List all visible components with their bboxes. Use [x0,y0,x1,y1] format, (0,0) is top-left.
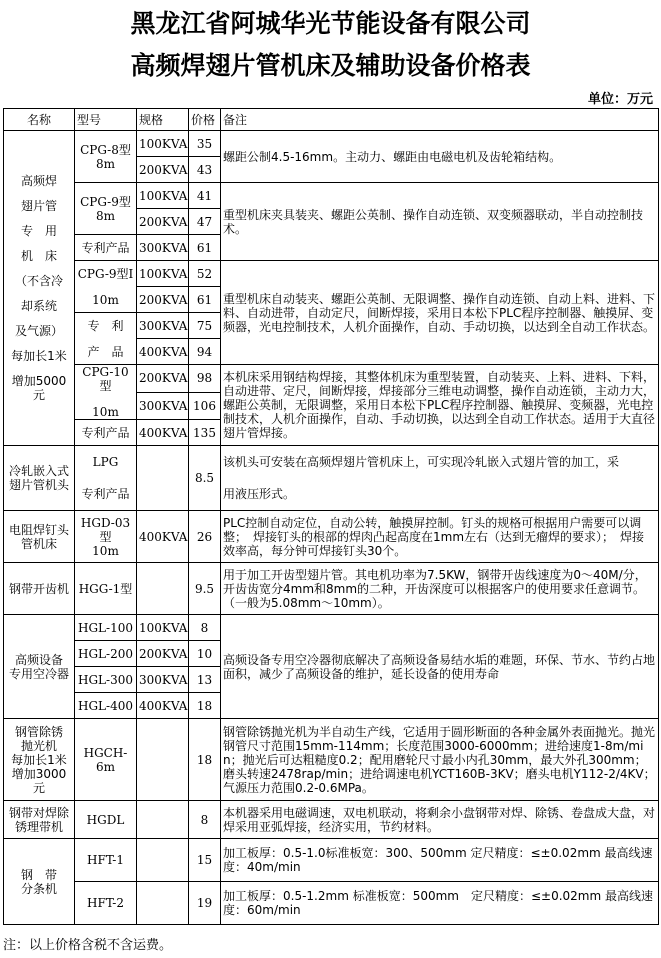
spec-cell [137,801,189,839]
header-price: 价格 [189,109,221,131]
model-cell: HGG-1型 [75,563,137,615]
spec-cell: 400KVA [137,339,189,365]
price-cell: 26 [189,511,221,563]
table-row [4,511,659,563]
product-name-strip-slitter: 钢 带 分条机 [4,839,75,925]
product-name-pipe-polisher: 钢管除锈 抛光机 每加长1米 增加3000元 [4,719,75,801]
table-row [4,719,659,801]
price-cell: 98 [189,365,221,393]
model-cell: HGCH-6m [75,719,137,801]
table-row [4,882,659,925]
note-cell: 螺距公制4.5-16mm。主动力、螺距由电磁电机及齿轮箱结构。 [221,131,659,183]
product-name-air-cooler: 高频设备 专用空冷器 [4,615,75,719]
note-cell: 本机器采用电磁调速，双电机联动，将剩余小盘钢带对焊、除锈、卷盘成大盘，对焊采用亚弧焊接，经济实用，节约材料。 [221,801,659,839]
price-cell: 106 [189,392,221,420]
spec-cell: 200KVA [137,287,189,313]
spec-cell: 100KVA [137,131,189,157]
table-row [4,183,659,209]
footnote: 注：以上价格含税不含运费。 [3,938,173,953]
price-cell: 9.5 [189,563,221,615]
model-cell: 专 利 产 品 [75,313,137,365]
price-cell: 18 [189,719,221,801]
model-cell: CPG-10型 10m [75,365,137,420]
price-cell: 43 [189,157,221,183]
price-cell: 35 [189,131,221,157]
price-cell: 10 [189,641,221,667]
note-cell: 用于加工开齿型翅片管。其电机功率为7.5KW，钢带开齿线速度为0～40M/分，开齿齿宽分4mm和8mm的二种，开齿深度可以根据客户的使用要求任意调节。（一般为5.08mm～10mm）。 [221,563,659,615]
model-cell: HFT-2 [75,882,137,925]
price-cell: 8.5 [189,446,221,511]
unit-label: 单位：万元 [587,92,653,107]
price-cell: 13 [189,667,221,693]
table-row [4,839,659,882]
spec-cell: 200KVA [137,209,189,235]
table-row [4,615,659,641]
model-cell: HFT-1 [75,839,137,882]
spec-cell [137,882,189,925]
price-cell: 8 [189,801,221,839]
model-cell: LPG 专利产品 [75,446,137,511]
spec-cell: 300KVA [137,313,189,339]
note-cell: 高频设备专用空冷器彻底解决了高频设备易结水垢的难题，环保、节水、节约占地面积，减少了高频设备的维护，延长设备的使用寿命 [221,615,659,719]
spec-cell: 100KVA [137,183,189,209]
product-name-strip-slotting: 钢带开齿机 [4,563,75,615]
note-cell: PLC控制自动定位，自动公转，触摸屏控制。钉头的规格可根据用户需要可以调整； 焊接钉头的根部的焊肉凸起高度在1mm左右（达到无瘤焊的要求）； 焊接效率高，每分钟可焊接钉头30个。 [221,511,659,563]
spec-cell: 400KVA [137,693,189,719]
product-name-stud-welding: 电阻焊钉头 管机床 [4,511,75,563]
model-cell: CPG-9型Ⅰ 10m [75,261,137,313]
model-cell: HGD-03型 10m [75,511,137,563]
spec-cell [137,719,189,801]
model-cell: HGL-200 [75,641,137,667]
price-cell: 47 [189,209,221,235]
table-row [4,563,659,615]
price-cell: 19 [189,882,221,925]
price-cell: 61 [189,287,221,313]
product-name-cold-roll-head: 冷轧嵌入式 翅片管机头 [4,446,75,511]
spec-cell: 300KVA [137,235,189,261]
model-cell: HGL-400 [75,693,137,719]
spec-cell: 300KVA [137,392,189,420]
product-name-highfreq-fin-tube: 高频焊 翅片管 专 用 机 床 （不含冷 却系统 及气源） 每加长1米 增加5000元 [4,131,75,446]
note-cell: 重型机床夹具装夹、螺距公英制、操作自动连锁、双变频器联动，半自动控制技术。 [221,183,659,261]
spec-cell: 200KVA [137,365,189,393]
price-table [3,108,659,925]
note-cell: 重型机床自动装夹、螺距公英制、无限调整、操作自动连锁、自动上料、进料、下料、自动进带，自动定尺，间断焊接，采用日本松下PLC程序控制器、触摸屏、变频器，光电控制技术，人机介面操作，自动、手动切换，以达到全自动工作状态。 [221,261,659,365]
spec-cell [137,446,189,511]
header-note: 备注 [221,109,659,131]
price-cell: 15 [189,839,221,882]
spec-cell: 300KVA [137,667,189,693]
note-cell: 本机床采用钢结构焊接，其整体机床为重型装置，自动装夹、上料、进料、下料，自动进带、定尺，间断焊接，焊接部分三维电动调整，操作自动连锁，主动力大，螺距公英制，无限调整，采用日本松下PLC程序控制器、触摸屏、变频器，光电控制技术，人机介面操作，自动、手动切换，以达到全自动工作状态。适用于大直径翅片管焊接。 [221,365,659,446]
note-cell: 加工板厚：0.5-1.2mm 标准板宽：500mm 定尺精度：≤±0.02mm 最高线速度：60m/min [221,882,659,925]
model-cell: HGL-300 [75,667,137,693]
product-name-strip-butt-welder: 钢带对焊除 锈理带机 [4,801,75,839]
header-name: 名称 [4,109,75,131]
spec-cell: 200KVA [137,157,189,183]
model-cell: 专利产品 [75,420,137,446]
price-cell: 52 [189,261,221,287]
price-cell: 8 [189,615,221,641]
table-row [4,261,659,287]
model-cell: CPG-9型 8m [75,183,137,235]
table-row [4,801,659,839]
model-cell: HGL-100 [75,615,137,641]
header-model: 型号 [75,109,137,131]
company-title: 黑龙江省阿城华光节能设备有限公司 [130,9,531,38]
spec-cell [137,563,189,615]
price-cell: 75 [189,313,221,339]
model-cell: HGDL [75,801,137,839]
header-spec: 规格 [137,109,189,131]
price-cell: 41 [189,183,221,209]
table-header-row [4,109,659,131]
price-cell: 18 [189,693,221,719]
spec-cell [137,839,189,882]
table-row [4,131,659,157]
price-cell: 135 [189,420,221,446]
table-row [4,446,659,511]
note-cell: 该机头可安装在高频焊翅片管机床上，可实现冷轧嵌入式翅片管的加工，采 用液压形式。 [221,446,659,511]
spec-cell: 100KVA [137,261,189,287]
price-cell: 94 [189,339,221,365]
price-cell: 61 [189,235,221,261]
spec-cell: 400KVA [137,420,189,446]
model-cell: 专利产品 [75,235,137,261]
model-cell: CPG-8型 8m [75,131,137,183]
document-title: 高频焊翅片管机床及辅助设备价格表 [130,51,531,80]
table-row [4,365,659,393]
note-cell: 钢管除锈抛光机为半自动生产线，它适用于圆形断面的各种金属外表面抛光。抛光钢管尺寸范围15mm-114mm；长度范围3000-6000mm；进给速度1-8m/min；抛光后可达粗糙度0.2；配用磨轮尺寸最小内孔30mm，最大外孔300mm；磨头转速2478rap/min；进给调速电机YCT160B-3KV；磨头电机Y112-2/4KV；气源压力范围0.2-0.6MPa。 [221,719,659,801]
spec-cell: 100KVA [137,615,189,641]
spec-cell: 400KVA [137,511,189,563]
note-cell: 加工板厚：0.5-1.0标准板宽：300、500mm 定尺精度：≤±0.02mm 最高线速度：40m/min [221,839,659,882]
spec-cell: 200KVA [137,641,189,667]
